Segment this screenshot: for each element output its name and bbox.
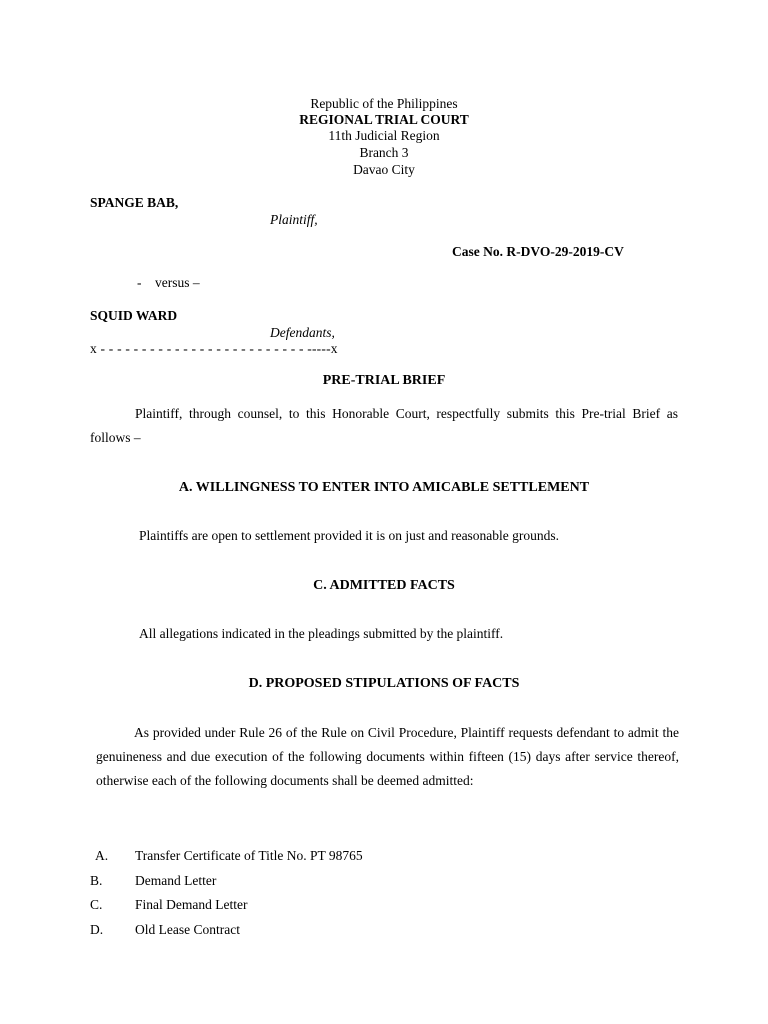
intro-paragraph — [90, 402, 678, 450]
plaintiff-role: Plaintiff, — [270, 212, 318, 227]
defendant-name: SQUID WARD — [90, 308, 178, 323]
caption-separator: x - - - - - - - - - - - - - - - - - - - - - - - - - -----x — [90, 341, 338, 356]
section-c-heading: C. ADMITTED FACTS — [313, 578, 455, 593]
section-d-heading: D. PROPOSED STIPULATIONS OF FACTS — [248, 676, 520, 691]
versus-line: - versus – — [137, 275, 200, 290]
list-item-label: D. — [90, 922, 104, 937]
intro-text: Plaintiff, through counsel, to this Honorable Court, respectfully submits this Pre-trial Brief as follows – — [90, 406, 678, 445]
section-a-body: Plaintiffs are open to settlement provided it is on just and reasonable grounds. — [139, 528, 560, 543]
section-d-paragraph — [96, 721, 679, 793]
case-number: Case No. R-DVO-29-2019-CV — [452, 244, 624, 259]
list-item-label: A. — [95, 848, 109, 863]
document-title: PRE-TRIAL BRIEF — [322, 373, 446, 388]
plaintiff-name: SPANGE BAB, — [90, 195, 179, 210]
court-branch: Branch 3 — [359, 145, 409, 160]
list-item-text: Demand Letter — [135, 873, 217, 888]
list-item-text: Transfer Certificate of Title No. PT 98765 — [135, 848, 363, 863]
court-name: REGIONAL TRIAL COURT — [299, 112, 469, 127]
section-d-body: As provided under Rule 26 of the Rule on Civil Procedure, Plaintiff requests defendant to admit the genuineness and due execution of the following documents within fifteen (15) days after service thereof, otherwise each of the following documents shall be deemed admitted: — [96, 725, 679, 788]
court-city: Davao City — [353, 162, 415, 177]
court-republic-line: Republic of the Philippines — [310, 96, 458, 111]
section-c-body: All allegations indicated in the pleadings submitted by the plaintiff. — [139, 626, 504, 641]
defendant-role: Defendants, — [270, 325, 335, 340]
court-region: 11th Judicial Region — [328, 128, 440, 143]
section-a-heading: A. WILLINGNESS TO ENTER INTO AMICABLE SETTLEMENT — [178, 480, 590, 495]
list-item-label: C. — [90, 897, 103, 912]
list-item-text: Final Demand Letter — [135, 897, 248, 912]
list-item-label: B. — [90, 873, 103, 888]
list-item-text: Old Lease Contract — [135, 922, 240, 937]
